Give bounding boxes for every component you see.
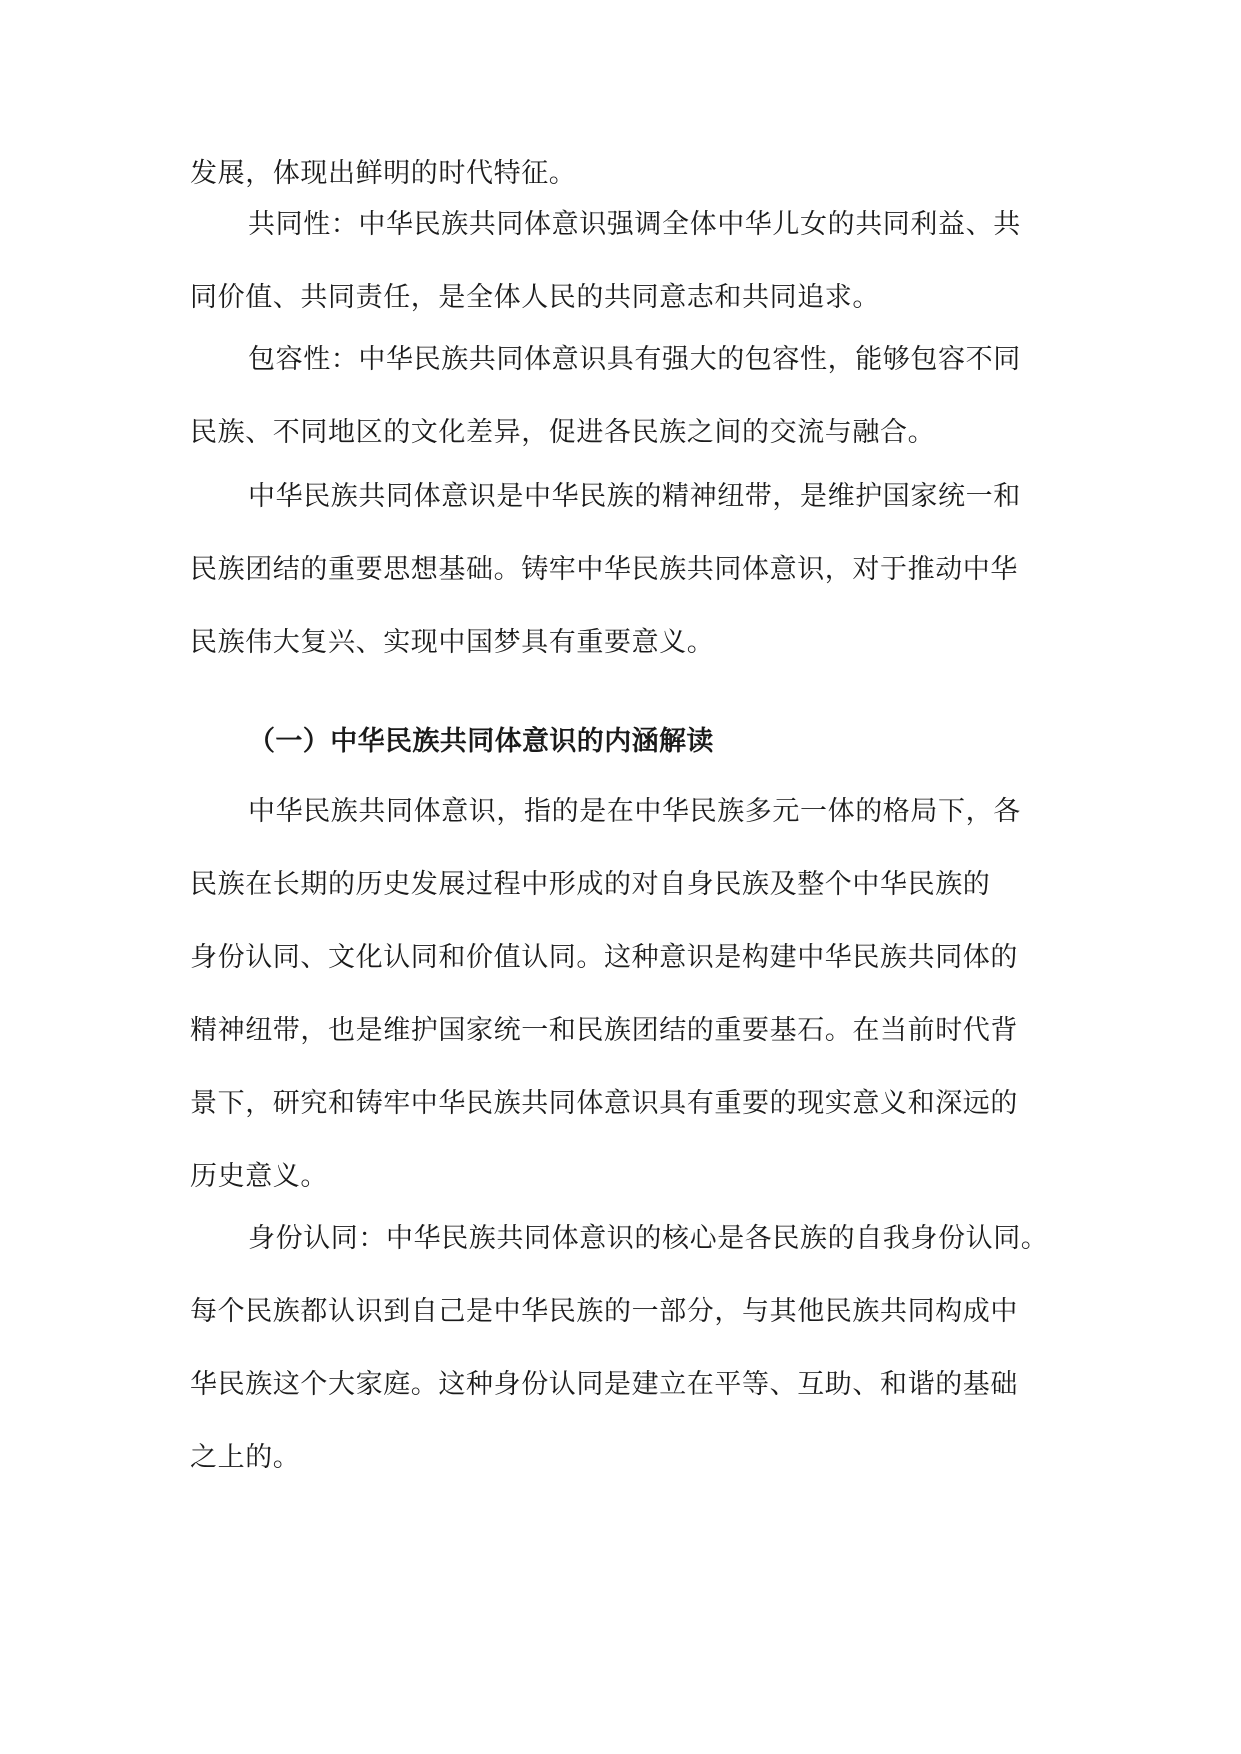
paragraph-line: 之上的。 xyxy=(190,1442,301,1473)
paragraph-line: 民族在长期的历史发展过程中形成的对自身民族及整个中华民族的 xyxy=(190,869,991,900)
paragraph-line: 包容性：中华民族共同体意识具有强大的包容性，能够包容不同 xyxy=(248,344,1021,375)
paragraph-line: 身份认同：中华民族共同体意识的核心是各民族的自我身份认同。 xyxy=(248,1223,1049,1254)
paragraph-line: 每个民族都认识到自己是中华民族的一部分，与其他民族共同构成中 xyxy=(190,1296,1018,1327)
paragraph-line: 中华民族共同体意识是中华民族的精神纽带，是维护国家统一和 xyxy=(248,481,1021,512)
paragraph-line: 景下，研究和铸牢中华民族共同体意识具有重要的现实意义和深远的 xyxy=(190,1088,1018,1119)
paragraph-line: 历史意义。 xyxy=(190,1161,328,1192)
section-heading: （一）中华民族共同体意识的内涵解读 xyxy=(248,726,714,757)
paragraph-line: 民族、不同地区的文化差异，促进各民族之间的交流与融合。 xyxy=(190,417,936,448)
paragraph-line: 中华民族共同体意识，指的是在中华民族多元一体的格局下，各 xyxy=(248,796,1021,827)
paragraph-line: 华民族这个大家庭。这种身份认同是建立在平等、互助、和谐的基础 xyxy=(190,1369,1018,1400)
paragraph-line: 共同性：中华民族共同体意识强调全体中华儿女的共同利益、共 xyxy=(248,209,1021,240)
paragraph-line: 民族团结的重要思想基础。铸牢中华民族共同体意识，对于推动中华 xyxy=(190,554,1018,585)
paragraph-line: 身份认同、文化认同和价值认同。这种意识是构建中华民族共同体的 xyxy=(190,942,1018,973)
paragraph-line: 民族伟大复兴、实现中国梦具有重要意义。 xyxy=(190,627,715,658)
paragraph-line: 精神纽带，也是维护国家统一和民族团结的重要基石。在当前时代背 xyxy=(190,1015,1018,1046)
paragraph-line: 同价值、共同责任，是全体人民的共同意志和共同追求。 xyxy=(190,282,880,313)
paragraph-line: 发展，体现出鲜明的时代特征。 xyxy=(190,158,577,189)
